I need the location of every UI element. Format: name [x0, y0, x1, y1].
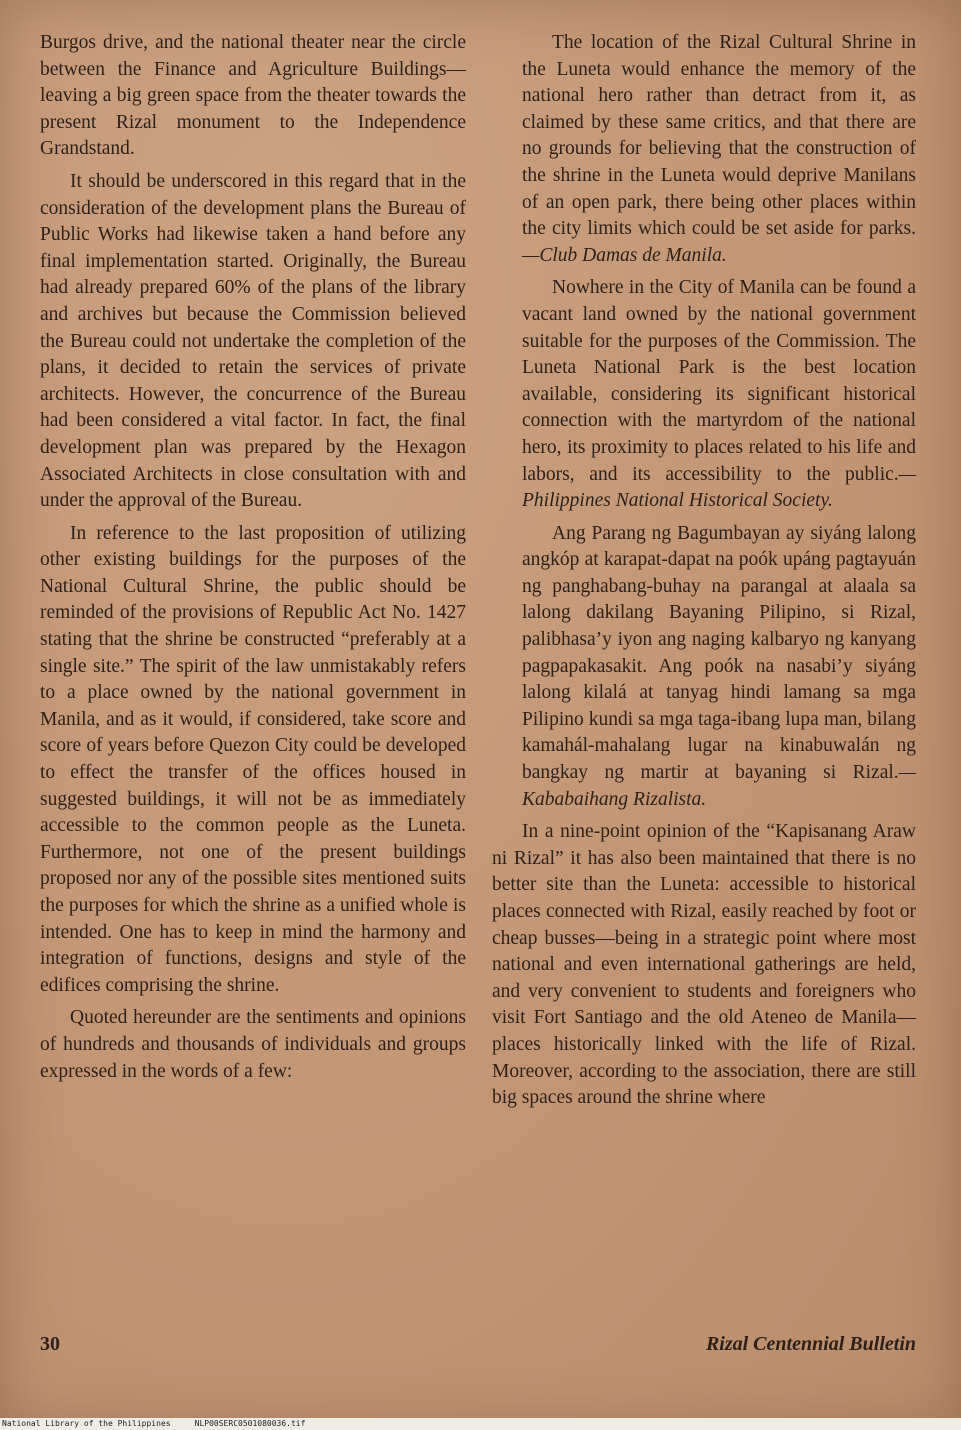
quote-source: —Club Damas de Manila.: [522, 244, 727, 266]
left-paragraph-3: In reference to the last proposition of utilizing other existing buildings for the purposes of the National Cultural Shrine, the public should be reminded of the provisions of Republic Act No. 1427 stating that the shrine be constructed “preferably at a single site.” The spirit of the law unmistakably refers to a place owned by the national government in Manila, and as it would, if considered, take score and score of years before Quezon City could be developed to effect the transfer of the offices housed in suggested buildings, it will not be as immediately accessible to the common people as the Luneta. Furthermore, not one of the present buildings proposed nor any of the possible sites mentioned suits the purposes for which the shrine as a unified whole is intended. One has to keep in mind the harmony and integration of functions, designs and style of the edifices comprising the shrine.: [40, 522, 466, 996]
archive-label: National Library of the Philippines NLP00SERC0501080036.tif: [0, 1418, 961, 1430]
quote-text: The location of the Rizal Cultural Shrine in the Luneta would enhance the memory of the national hero rather than detract from it, as claimed by these same critics, and that there are no grounds for believing that the construction of the shrine in the Luneta would deprive Manilans of an open park, there being other places within the city limits which could be set aside for parks.: [522, 32, 916, 240]
quote-source: —Kababaihang Rizalista.: [522, 762, 916, 810]
left-paragraph-2: It should be underscored in this regard that in the consideration of the development plans the Bureau of Public Works had likewise taken a hand before any final implementation started. Originally, the Bureau had already prepared 60% of the plans of the library and archives but because the Commission believed the Bureau could not undertake the completion of the plans, it decided to retain the services of private architects. However, the concurrence of the Bureau had been considered a vital factor. In fact, the final development plan was prepared by the Hexagon Associated Architects in close consultation with and under the approval of the Bureau.: [40, 170, 466, 512]
quote-text: Nowhere in the City of Manila can be found a vacant land owned by the national government suitable for the purposes of the Commission. The Luneta National Park is the best location available, considering its significant historical connection with the martyrdom of the national hero, its proximity to places related to his life and labors, and its accessibility to the public.: [522, 277, 916, 485]
right-column: [492, 30, 916, 1118]
quote-historical-society: [492, 275, 916, 514]
left-paragraph-4: Quoted hereunder are the sentiments and opinions of hundreds and thousands of individuals and groups expressed in the words of a few:: [40, 1007, 466, 1082]
quote-source: —Philippines National Historical Society.: [522, 463, 916, 512]
quote-kababaihang-rizalista: [492, 521, 916, 814]
closing-paragraph: In a nine-point opinion of the “Kapisanang Araw ni Rizal” it has also been maintained that there is no better site than the Luneta: accessible to historical places connected with Rizal, easily reached by foot or cheap busses—being in a strategic point where most national and even international gatherings are held, and very convenient to students and foreigners who visit Fort Santiago and the old Ateneo de Manila—places historically linked with the life of Rizal. Moreover, according to the association, there are still big spaces around the shrine where: [492, 821, 916, 1109]
quote-text: Ang Parang ng Bagumbayan ay siyáng lalong angkóp at karapat-dapat na poók upáng pagtayuán ng panghabang-buhay na parangal at alaala sa lalong dakilang Bayaning Pilipino, si Rizal, palibhasa’y iyon ang naging kalbaryo ng kanyang pagpapakasakit. Ang poók na nasabi’y siyáng lalong kilalá at tanyag hindi lamang sa mga Pilipino kundi sa mga taga-ibang lupa man, bilang kamahál-mahalang lugar na kinabuwalán ng bangkay ng martir at bayaning si Rizal.: [522, 522, 916, 784]
quote-club-damas: [492, 30, 916, 269]
publication-title: Rizal Centennial Bulletin: [705, 1333, 916, 1355]
page-number: 30: [40, 1333, 60, 1355]
left-column: [40, 30, 466, 1091]
page-footer: [40, 1333, 916, 1363]
left-paragraph-1: Burgos drive, and the national theater near the circle between the Finance and Agriculture Buildings—leaving a big green space from the theater towards the present Rizal monument to the Independence Grandstand.: [40, 32, 466, 160]
